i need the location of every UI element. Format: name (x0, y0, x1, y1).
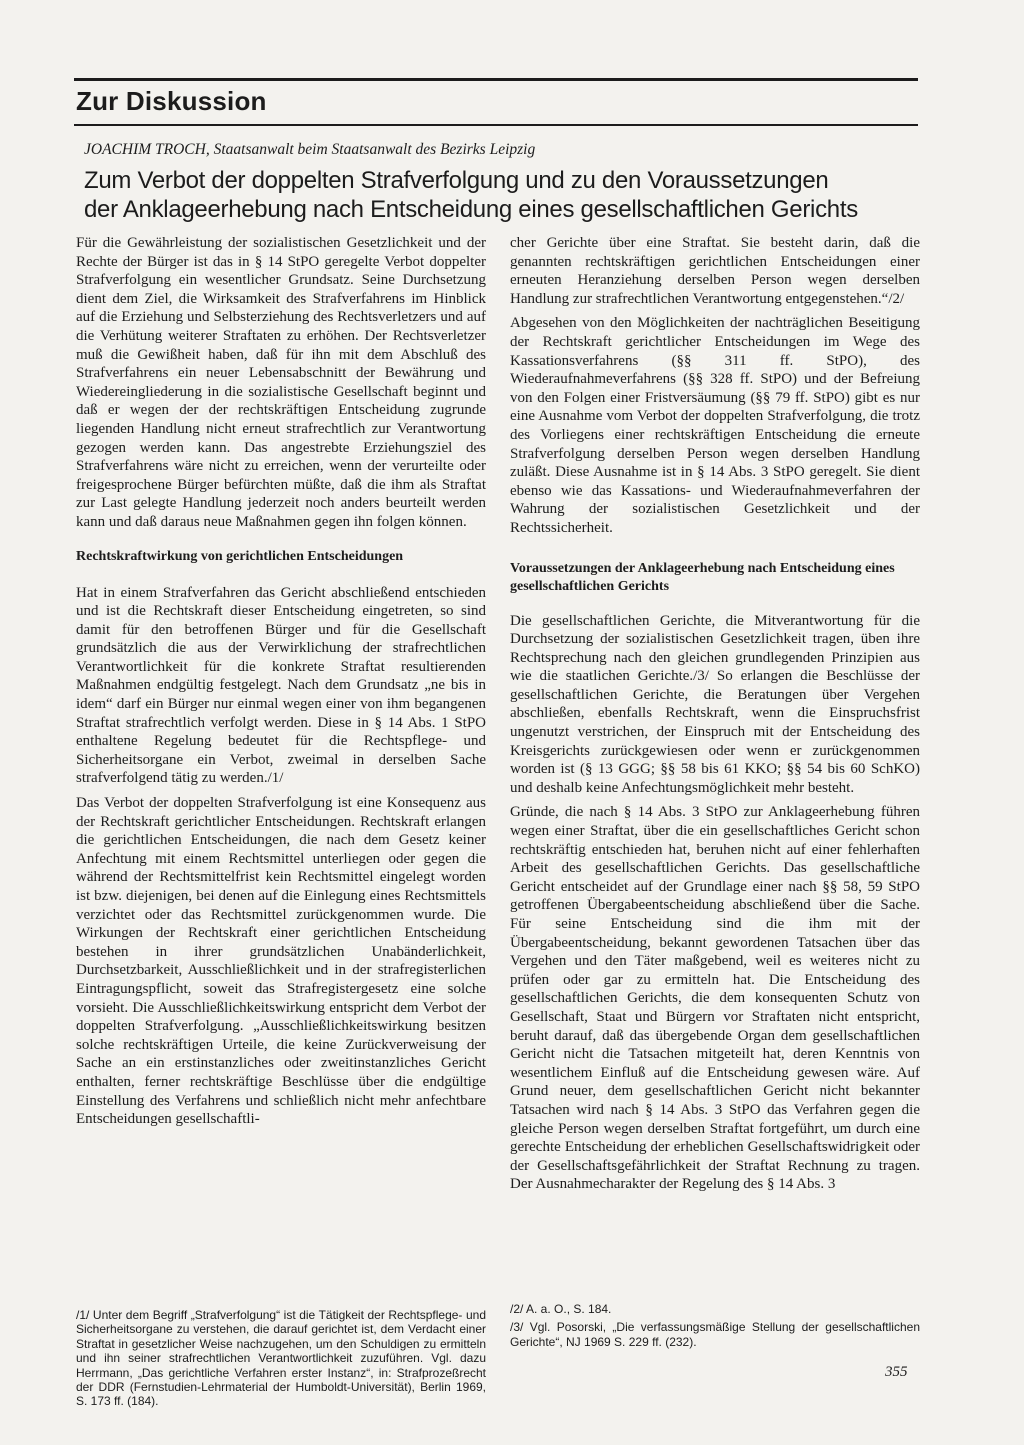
paragraph: Die gesellschaftlichen Gerichte, die Mitverantwortung für die Durchsetzung der sozialistischen Gesetzlichkeit tragen, üben ihre Rechtsprechung nach den gleichen grundlegenden Prinzipien aus wie die staatlichen Gerichte./3/ So erlangen die Beschlüsse der gesellschaftlichen Gerichte, die Beratungen über Vergehen abschließen, ebenfalls Rechtskraft, wenn die Einspruchsfrist ungenutzt verstrichen, der Einspruch mit der Entscheidung des Kreisgerichts zurückgewiesen oder wenn er zurückgenommen worden ist (§ 13 GGG; §§ 58 bis 61 KKO; §§ 54 bis 60 SchKO) und deshalb keine Anfechtungsmöglichkeit mehr besteht. (510, 612, 920, 796)
subheading: Voraussetzungen der Anklageerhebung nach Entscheidung eines gesellschaftlichen Gerichts (510, 560, 895, 594)
paragraph: Hat in einem Strafverfahren das Gericht abschließend entschieden und ist die Rechtskraft dieser Entscheidung eingetreten, so sind damit für den betroffenen Bürger und für die Gesellschaft grundsätzlich die aus der Verwirklichung der strafrechtlichen Verantwortlichkeit für die konkrete Straftat resultierenden Maßnahmen endgültig festgelegt. Nach dem Grundsatz „ne bis in idem“ darf ein Bürger nur einmal wegen einer von ihm begangenen Straftat strafrechtlich verfolgt werden. Diese in § 14 Abs. 1 StPO enthaltene Regelung bedeutet für die Rechtspflege- und Sicherheitsorgane ein Verbot, zweimal in derselben Sache strafverfolgend tätig zu werden./1/ (76, 584, 486, 787)
paragraph: Für die Gewährleistung der sozialistischen Gesetzlichkeit und der Rechte der Bürger ist das in § 14 StPO geregelte Verbot doppelter Strafverfolgung ein wesentlicher Grundsatz. Seine Durchsetzung dient dem Ziel, die Wirksamkeit des Strafverfahrens im Hinblick auf die Erziehung und Selbsterziehung des Rechtsverletzers und auf die Verhütung weiterer Straftaten zu erhöhen. Der Rechtsverletzer muß die Gewißheit haben, daß für ihn mit dem Abschluß des Strafverfahrens ein neuer Lebensabschnitt der Bewährung und Wiedereingliederung in die sozialistische Gesellschaft beginnt und daß er wegen der der rechtskräftigen Entscheidung zugrunde liegenden Handlung nicht erneut strafrechtlich zur Verantwortung gezogen werden kann. Das angestrebte Erziehungsziel des Strafverfahrens wäre nicht zu erreichen, wenn der verurteilte oder freigesprochene Bürger befürchten müßte, daß die ihm als Straftat zur Last gelegte Handlung jederzeit noch anders beurteilt werden kann und daß daraus neue Maßnahmen gegen ihn folgen können. (76, 235, 486, 530)
footnotes-right (510, 1302, 920, 1353)
page-number: 355 (885, 1364, 908, 1380)
top-rule (74, 78, 918, 81)
paragraph: Gründe, die nach § 14 Abs. 3 StPO zur Anklageerhebung führen wegen einer Straftat, über die ein gesellschaftliches Gericht schon rechtskräftig entschieden hat, beruhen nicht auf einer fehlerhaften Arbeit des gesellschaftlichen Gerichts. Das gesellschaftliche Gericht entscheidet auf der Grundlage einer nach §§ 58, 59 StPO getroffenen Übergabeentscheidung abschließend über die Sache. Für seine Entscheidung sind die ihm mit der Übergabeentscheidung, bekannt gewordenen Tatsachen über das Vergehen und den Täter maßgebend, weil es weiteres nicht zu prüfen oder gar zu ermitteln hat. Die Entscheidung des gesellschaftlichen Gerichts, die dem konsequenten Schutz von Gesellschaft, Staat und Bürgern vor Straftaten nicht entspricht, beruht darauf, daß das übergebende Organ dem gesellschaftlichen Gericht nicht die Tatsachen mitgeteilt hat, deren Kenntnis von wesentlichem Einfluß auf die Entscheidung gewesen wäre. Auf Grund neuer, dem gesellschaftlichen Gericht nicht bekannter Tatsachen wird nach § 14 Abs. 3 StPO das Verfahren gegen die gleiche Person wegen derselben Straftat fortgeführt, um durch eine gerechte Entscheidung der erheblichen Gesellschaftswidrigkeit oder der Gesellschaftsgefährlichkeit der Straftat Rechnung zu tragen. Der Ausnahmecharakter der Regelung des § 14 Abs. 3 (510, 804, 920, 1193)
section-title: Zur Diskussion (76, 86, 267, 116)
headline-line-2: der Anklageerhebung nach Entscheidung eines gesellschaftlichen Gerichts (84, 196, 858, 223)
paragraph: cher Gerichte über eine Straftat. Sie besteht darin, daß die genannten rechtskräftigen gerichtlichen Entscheidungen einer erneuten Heranziehung derselben Person wegen derselben Handlung zur strafrechtlichen Verantwortung entgegenstehen.“/2/ (510, 235, 920, 307)
right-column (510, 234, 920, 1200)
footnote: /2/ A. a. O., S. 184. (510, 1302, 612, 1316)
headline-line-1: Zum Verbot der doppelten Strafverfolgung und zu den Voraussetzungen (84, 167, 829, 194)
paragraph: Abgesehen von den Möglichkeiten der nachträglichen Beseitigung der Rechtskraft gerichtlicher Entscheidungen im Wege des Kassationsverfahrens (§§ 311 ff. StPO), des Wiederaufnahmeverfahrens (§§ 328 ff. StPO) und der Befreiung von den Folgen einer Fristversäumung (§§ 79 ff. StPO) gibt es nur eine Ausnahme vom Verbot der doppelten Strafverfolgung, die trotz des Vorliegens einer rechtskräftigen Entscheidung die erneute Strafverfolgung derselben Person wegen derselben Handlung zuläßt. Diese Ausnahme ist in § 14 Abs. 3 StPO geregelt. Sie dient ebenso wie das Kassations- und Wiederaufnahmeverfahren der Wahrung der sozialistischen Gesetzlichkeit und der Rechtssicherheit. (510, 315, 920, 536)
subheading: Rechtskraftwirkung von gerichtlichen Entscheidungen (76, 548, 404, 564)
author-byline: JOACHIM TROCH, Staatsanwalt beim Staatsanwalt des Bezirks Leipzig (84, 141, 536, 158)
paragraph: Das Verbot der doppelten Strafverfolgung ist eine Konsequenz aus der Rechtskraft gerichtlicher Entscheidungen. Rechtskraft erlangen die gerichtlichen Entscheidungen, die nach dem Gesetz keiner Anfechtung mit einem Rechtsmittel unterliegen oder gegen die während der Rechtsmittelfrist kein Rechtsmittel eingelegt worden ist bzw. diejenigen, bei denen auf die Einlegung eines Rechtsmittels verzichtet oder das Rechtsmittel zurückgenommen wurde. Die Wirkungen der Rechtskraft einer gerichtlichen Entscheidung bestehen in ihrer grundsätzlichen Unabänderlichkeit, Durchsetzbarkeit, Ausschließlichkeit und in der strafregisterlichen Eintragungspflicht, soweit das Strafregistergesetz eine solche vorsieht. Die Ausschließlichkeitswirkung entspricht dem Verbot der doppelten Strafverfolgung. „Ausschließlichkeitswirkung besitzen solche rechtskräftigen Urteile, die keine Zurückverweisung der Sache an ein erstinstanzliches oder zweitinstanzliches Gericht enthalten, ferner rechtskräftige Beschlüsse über die endgültige Einstellung des Verfahrens und schließlich nicht mehr anfechtbare Entscheidungen gesellschaftli- (76, 795, 486, 1128)
footnote: /1/ Unter dem Begriff „Strafverfolgung“ ist die Tätigkeit der Rechtspflege- und Sicherheitsorgane zu verstehen, die darauf gerichtet ist, dem Verdacht einer Straftat in gesetzlicher Weise nachzugehen, um den Schuldigen zu ermitteln und ihn seiner strafrechtlichen Verantwortlichkeit zuzuführen. Vgl. dazu Herrmann, „Das gerichtliche Verfahren erster Instanz“, in: Strafprozeßrecht der DDR (Fernstudien-Lehrmaterial der Humboldt-Universität), Berlin 1969, S. 173 ff. (184). (76, 1308, 486, 1409)
article-headline (84, 166, 914, 224)
footnote: /3/ Vgl. Posorski, „Die verfassungsmäßige Stellung der gesellschaftlichen Gerichte“, NJ 1969 S. 229 ff. (232). (510, 1320, 920, 1349)
left-column (76, 234, 486, 1135)
footnotes-left (76, 1308, 486, 1413)
section-rule (74, 124, 918, 126)
